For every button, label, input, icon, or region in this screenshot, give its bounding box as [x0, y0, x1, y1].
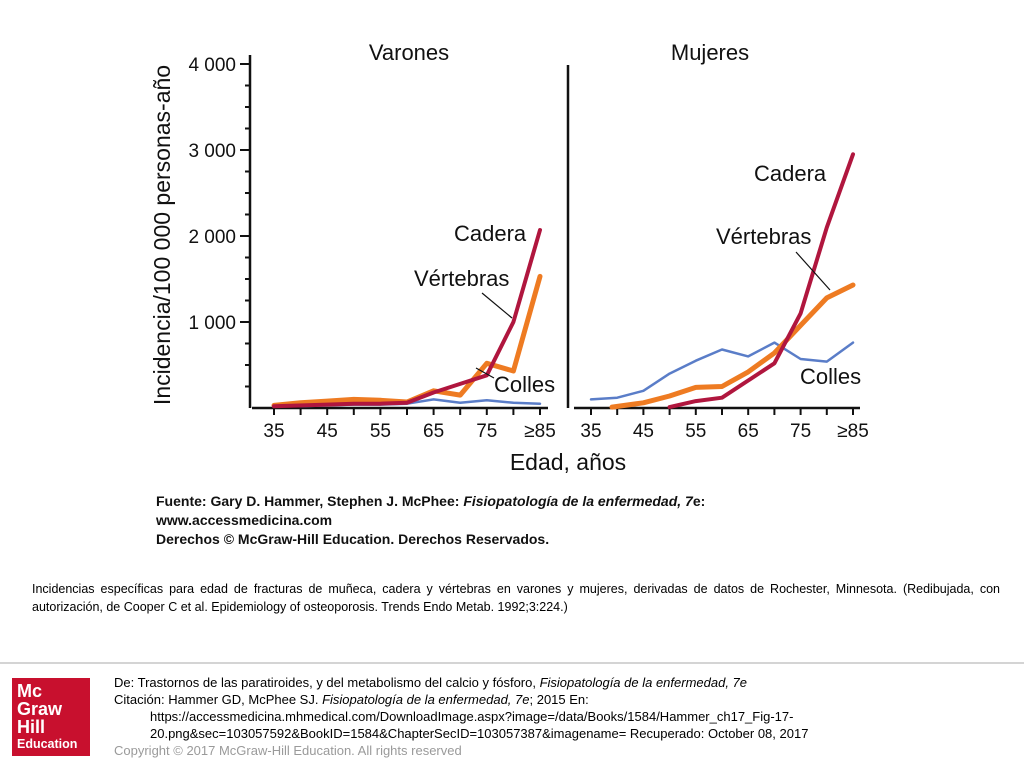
x-tick-label: 45: [632, 421, 654, 442]
footer-divider: [0, 662, 1024, 664]
y-tick-label: 3 000: [188, 141, 236, 162]
x-tick-label: 55: [369, 421, 391, 442]
footer-citation-title: Fisiopatología de la enfermedad, 7e: [322, 692, 530, 707]
panel-title-varones: Varones: [368, 40, 450, 65]
logo-line-1: Mc: [17, 681, 43, 701]
y-tick-label: 1 000: [188, 313, 236, 334]
source-line-2: www.accessmedicina.com: [156, 512, 333, 528]
x-tick-label: 75: [476, 421, 498, 442]
x-tick-label: 45: [316, 421, 338, 442]
footer-citation-suffix: ; 2015 En:: [529, 692, 589, 707]
footer-from-prefix: De: Trastornos de las paratiroides, y del metabolismo del calcio y fósforo,: [114, 675, 540, 690]
x-tick-label: ≥85: [524, 421, 556, 442]
source-line-1-suffix: e:: [692, 493, 706, 509]
panel-title-mujeres: Mujeres: [670, 40, 750, 65]
y-tick-label: 4 000: [188, 55, 236, 76]
logo-line-2: Graw: [17, 699, 63, 719]
logo-line-3: Hill: [17, 717, 46, 737]
x-tick-label: 35: [263, 421, 285, 442]
mcgraw-hill-logo: [12, 678, 90, 756]
label-cadera-varones: Cadera: [454, 221, 527, 246]
footer-from-title: Fisiopatología de la enfermedad, 7e: [539, 675, 748, 690]
footer-citation: [114, 674, 1014, 759]
leader-vertebras-mujeres: [796, 252, 830, 290]
y-axis-label: Incidencia/100 000 personas-año: [149, 64, 175, 406]
x-axis-label: Edad, años: [509, 449, 627, 475]
figure-caption: Incidencias específicas para edad de fracturas de muñeca, cadera y vértebras en varones y mujeres, derivadas de datos de Rochester, Minnesota. (Redibujada, con autorización, de Cooper C et al. Epidemiology of osteoporosis. Trends Endo Metab. 1992;3:224.): [32, 582, 1000, 614]
source-line-1: [156, 493, 705, 509]
label-colles-varones: Colles: [494, 372, 556, 397]
x-tick-label: 75: [790, 421, 812, 442]
footer-citation-prefix: Citación: Hammer GD, McPhee SJ.: [114, 692, 323, 707]
label-cadera-mujeres: Cadera: [754, 161, 827, 186]
x-tick-label: 55: [685, 421, 707, 442]
source-line-3: Derechos © McGraw-Hill Education. Derechos Reservados.: [156, 531, 550, 547]
footer-citation-line: [114, 691, 1014, 708]
label-vertebras-mujeres: Vértebras: [716, 224, 812, 249]
x-tick-label: ≥85: [837, 421, 869, 442]
footer-url-2: 20.png&sec=103057592&BookID=1584&ChapterSecID=103057387&imagename= Recuperado: October 08, 2017: [150, 726, 809, 741]
logo-line-4: Education: [17, 737, 78, 751]
x-tick-label: 65: [423, 421, 445, 442]
label-colles-mujeres: Colles: [800, 364, 862, 389]
source-line-1-prefix: Fuente: Gary D. Hammer, Stephen J. McPhee:: [156, 493, 464, 509]
x-tick-label: 65: [737, 421, 759, 442]
footer-url-1: https://accessmedicina.mhmedical.com/DownloadImage.aspx?image=/data/Books/1584/Hammer_ch17_Fig-17-: [150, 709, 794, 724]
leader-vertebras-varones: [482, 293, 512, 318]
label-vertebras-varones: Vértebras: [414, 266, 510, 291]
footer-from: [114, 674, 1014, 691]
y-tick-label: 2 000: [188, 227, 236, 248]
x-tick-label: 35: [580, 421, 602, 442]
source-line-1-book: Fisiopatología de la enfermedad, 7: [463, 493, 693, 509]
footer-copyright: Copyright © 2017 McGraw-Hill Education. All rights reserved: [114, 743, 462, 758]
